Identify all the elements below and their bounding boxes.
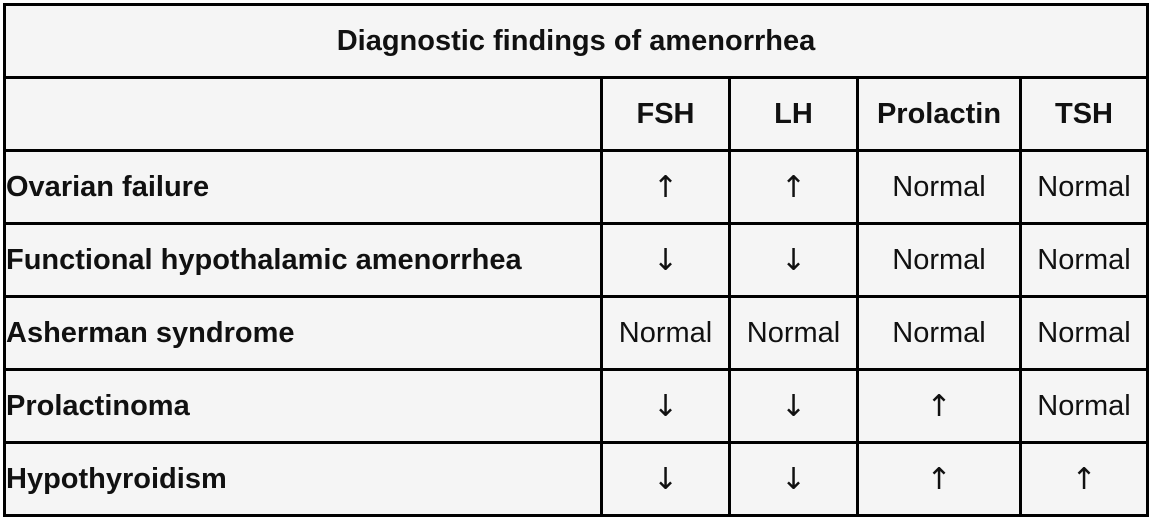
header-tsh: TSH — [1021, 78, 1148, 151]
table-row — [5, 224, 1148, 297]
table-row — [5, 151, 1148, 224]
prolactin-cell: Normal — [858, 297, 1021, 370]
header-fsh: FSH — [602, 78, 730, 151]
header-lh: LH — [730, 78, 858, 151]
header-prolactin: Prolactin — [858, 78, 1021, 151]
fsh-cell: Normal — [602, 297, 730, 370]
lh-cell: Normal — [730, 297, 858, 370]
fsh-cell: ↓ — [602, 443, 730, 516]
row-label: Hypothyroidism — [5, 443, 602, 516]
tsh-cell: Normal — [1021, 151, 1148, 224]
lh-cell: ↑ — [730, 151, 858, 224]
table-title: Diagnostic findings of amenorrhea — [5, 5, 1148, 78]
row-label: Functional hypothalamic amenorrhea — [5, 224, 602, 297]
prolactin-cell: ↑ — [858, 443, 1021, 516]
fsh-cell: ↓ — [602, 224, 730, 297]
row-label: Ovarian failure — [5, 151, 602, 224]
findings-table-container — [3, 3, 1146, 517]
prolactin-cell: ↑ — [858, 370, 1021, 443]
table-row — [5, 443, 1148, 516]
header-empty — [5, 78, 602, 151]
fsh-cell: ↓ — [602, 370, 730, 443]
table-row — [5, 370, 1148, 443]
header-row — [5, 78, 1148, 151]
tsh-cell: Normal — [1021, 297, 1148, 370]
fsh-cell: ↑ — [602, 151, 730, 224]
tsh-cell: ↑ — [1021, 443, 1148, 516]
row-label: Prolactinoma — [5, 370, 602, 443]
lh-cell: ↓ — [730, 443, 858, 516]
tsh-cell: Normal — [1021, 370, 1148, 443]
lh-cell: ↓ — [730, 224, 858, 297]
tsh-cell: Normal — [1021, 224, 1148, 297]
lh-cell: ↓ — [730, 370, 858, 443]
prolactin-cell: Normal — [858, 151, 1021, 224]
caption-row — [5, 5, 1148, 78]
row-label: Asherman syndrome — [5, 297, 602, 370]
table-row — [5, 297, 1148, 370]
prolactin-cell: Normal — [858, 224, 1021, 297]
diagnostic-findings-table — [3, 3, 1149, 517]
